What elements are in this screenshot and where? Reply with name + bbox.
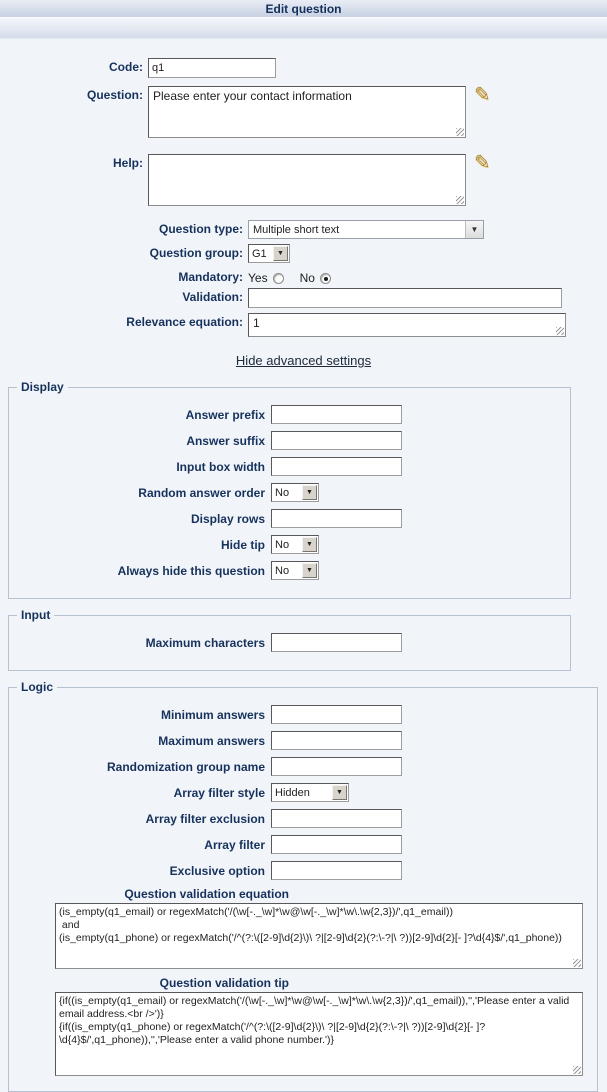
mandatory-radio-group	[248, 268, 347, 285]
answer-suffix-input[interactable]	[271, 431, 402, 450]
mandatory-no-label: No	[299, 271, 315, 285]
question-type-value: Multiple short text	[253, 223, 340, 236]
display-section-legend: Display	[21, 380, 64, 394]
edit-question-form	[0, 39, 607, 1092]
toolbar-strip	[0, 19, 607, 39]
chevron-down-icon: ▼	[302, 485, 317, 500]
array-filter-style-select[interactable]	[271, 783, 349, 802]
mandatory-label: Mandatory:	[178, 270, 243, 284]
display-section	[8, 380, 571, 599]
hide-tip-label: Hide tip	[221, 537, 265, 552]
question-validation-tip-label: Question validation tip	[159, 976, 289, 990]
hide-tip-value: No	[275, 538, 290, 551]
answer-prefix-label: Answer prefix	[185, 407, 265, 422]
logic-section-legend: Logic	[21, 680, 53, 694]
chevron-down-icon: ▼	[332, 785, 347, 800]
array-filter-style-label: Array filter style	[173, 785, 265, 800]
chevron-down-icon: ▼	[302, 537, 317, 552]
mandatory-yes-radio[interactable]	[273, 273, 284, 284]
input-box-width-label: Input box width	[176, 459, 265, 474]
always-hide-question-label: Always hide this question	[117, 563, 265, 578]
answer-suffix-label: Answer suffix	[186, 433, 265, 448]
question-group-value: G1	[252, 247, 267, 260]
minimum-answers-input[interactable]	[271, 705, 402, 724]
array-filter-label: Array filter	[204, 837, 265, 852]
input-section-legend: Input	[21, 608, 51, 622]
maximum-characters-input[interactable]	[271, 633, 402, 652]
exclusive-option-label: Exclusive option	[169, 863, 265, 878]
code-input[interactable]	[148, 58, 276, 78]
chevron-down-icon: ▼	[465, 221, 483, 238]
hide-tip-select[interactable]	[271, 535, 319, 554]
random-answer-order-value: No	[275, 486, 290, 499]
chevron-down-icon: ▼	[273, 246, 288, 261]
input-box-width-input[interactable]	[271, 457, 402, 476]
mandatory-no-radio[interactable]	[320, 273, 331, 284]
array-filter-exclusion-label: Array filter exclusion	[145, 811, 265, 826]
page-title: Edit question	[265, 2, 342, 16]
always-hide-question-value: No	[275, 564, 290, 577]
question-type-label: Question type:	[158, 222, 243, 236]
question-validation-tip-textarea[interactable]	[55, 992, 583, 1076]
question-textarea[interactable]	[148, 86, 466, 138]
display-rows-input[interactable]	[271, 509, 402, 528]
question-validation-equation-textarea[interactable]	[55, 903, 583, 969]
question-group-select[interactable]	[248, 244, 290, 263]
question-validation-equation-label: Question validation equation	[124, 887, 289, 901]
maximum-characters-label: Maximum characters	[145, 635, 265, 650]
edit-question-pencil-icon[interactable]: ✎	[474, 84, 491, 106]
display-rows-label: Display rows	[190, 511, 265, 526]
relevance-equation-textarea[interactable]	[248, 313, 566, 337]
maximum-answers-label: Maximum answers	[158, 733, 265, 748]
input-section	[8, 608, 571, 671]
randomization-group-name-label: Randomization group name	[106, 759, 265, 774]
relevance-equation-label: Relevance equation:	[126, 315, 243, 329]
validation-label: Validation:	[182, 290, 243, 304]
minimum-answers-label: Minimum answers	[160, 707, 265, 722]
help-textarea[interactable]	[148, 154, 466, 206]
always-hide-question-select[interactable]	[271, 561, 319, 580]
array-filter-style-value: Hidden	[275, 786, 310, 799]
hide-advanced-settings-link[interactable]: Hide advanced settings	[235, 353, 372, 368]
window-titlebar	[0, 0, 607, 18]
chevron-down-icon: ▼	[302, 563, 317, 578]
array-filter-input[interactable]	[271, 835, 402, 854]
logic-section	[8, 680, 598, 1092]
randomization-group-name-input[interactable]	[271, 757, 402, 776]
edit-help-pencil-icon[interactable]: ✎	[474, 152, 491, 174]
exclusive-option-input[interactable]	[271, 861, 402, 880]
mandatory-yes-label: Yes	[248, 271, 268, 285]
maximum-answers-input[interactable]	[271, 731, 402, 750]
question-type-select[interactable]	[248, 220, 484, 239]
code-label: Code:	[109, 60, 143, 74]
validation-input[interactable]	[248, 288, 562, 308]
random-answer-order-select[interactable]	[271, 483, 319, 502]
help-label: Help:	[113, 156, 143, 170]
array-filter-exclusion-input[interactable]	[271, 809, 402, 828]
question-group-label: Question group:	[149, 246, 243, 260]
random-answer-order-label: Random answer order	[138, 485, 265, 500]
question-label: Question:	[87, 88, 143, 102]
answer-prefix-input[interactable]	[271, 405, 402, 424]
